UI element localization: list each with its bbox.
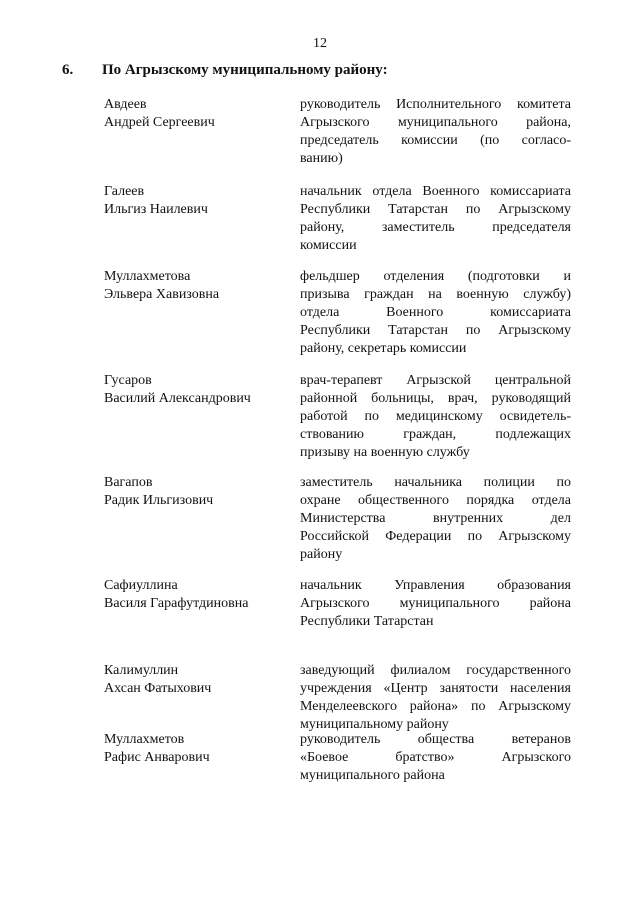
- member-role-line: руководитель Исполнительного комитета: [300, 97, 571, 112]
- member-role: [300, 731, 571, 785]
- member-role: [300, 96, 571, 168]
- member-role-line: муниципальному району: [300, 717, 449, 732]
- member-role: [300, 268, 571, 358]
- member-surname: Гусаров: [104, 373, 152, 388]
- member-surname: Вагапов: [104, 475, 153, 490]
- member-role-line: Республики Татарстан: [300, 614, 434, 629]
- member-name: [104, 731, 284, 767]
- member-role-line: Агрызского муниципального района: [300, 596, 571, 611]
- member-role-line: Агрызского муниципального района,: [300, 115, 571, 130]
- member-surname: Авдеев: [104, 97, 147, 112]
- member-surname: Сафиуллина: [104, 578, 178, 593]
- member-role-line: ванию): [300, 151, 343, 166]
- section-number: 6.: [62, 62, 74, 78]
- member-given-name: Эльвера Хавизовна: [104, 287, 220, 302]
- member-role-line: Министерства внутренних дел: [300, 511, 571, 526]
- member-role-line: Менделеевского района» по Агрызскому: [300, 699, 571, 714]
- member-given-name: Ильгиз Наилевич: [104, 202, 208, 217]
- member-role-line: руководитель общества ветеранов: [300, 732, 571, 747]
- member-role-line: Российской Федерации по Агрызскому: [300, 529, 571, 544]
- member-surname: Муллахметова: [104, 269, 191, 284]
- section-heading: По Агрызскому муниципальному району:: [102, 62, 388, 78]
- member-given-name: Ахсан Фатыхович: [104, 681, 212, 696]
- member-name: [104, 662, 284, 698]
- member-role-line: комиссии: [300, 238, 357, 253]
- member-role: [300, 474, 571, 564]
- member-role-line: врач-терапевт Агрызской центральной: [300, 373, 571, 388]
- member-role-line: Республики Татарстан по Агрызскому: [300, 202, 571, 217]
- member-surname: Галеев: [104, 184, 145, 199]
- member-given-name: Радик Ильгизович: [104, 493, 214, 508]
- member-name: [104, 577, 284, 613]
- member-role-line: учреждения «Центр занятости населения: [300, 681, 571, 696]
- member-name: [104, 183, 284, 219]
- member-given-name: Василя Гарафутдиновна: [104, 596, 249, 611]
- member-role-line: району, секретарь комиссии: [300, 341, 467, 356]
- member-role-line: начальник отдела Военного комиссариата: [300, 184, 571, 199]
- member-given-name: Василий Александрович: [104, 391, 251, 406]
- member-role-line: «Боевое братство» Агрызского: [300, 750, 571, 765]
- member-role-line: муниципального района: [300, 768, 445, 783]
- member-name: [104, 372, 284, 408]
- member-role-line: заведующий филиалом государственного: [300, 663, 571, 678]
- member-role-line: призыву на военную службу: [300, 445, 470, 460]
- member-name: [104, 474, 284, 510]
- member-role-line: району, заместитель председателя: [300, 220, 571, 235]
- member-role-line: фельдшер отделения (подготовки и: [300, 269, 571, 284]
- member-role-line: работой по медицинскому освидетель-: [300, 409, 571, 424]
- member-role-line: ствованию граждан, подлежащих: [300, 427, 571, 442]
- member-name: [104, 268, 284, 304]
- member-surname: Калимуллин: [104, 663, 179, 678]
- member-role-line: районной больницы, врач, руководящий: [300, 391, 571, 406]
- member-role: [300, 183, 571, 255]
- member-role-line: начальник Управления образования: [300, 578, 571, 593]
- member-role: [300, 372, 571, 462]
- member-role: [300, 662, 571, 734]
- section-title: [62, 62, 388, 79]
- page-number: 12: [313, 36, 327, 51]
- member-given-name: Рафис Анварович: [104, 750, 210, 765]
- member-role-line: заместитель начальника полиции по: [300, 475, 571, 490]
- member-role-line: отдела Военного комиссариата: [300, 305, 571, 320]
- member-role-line: Республики Татарстан по Агрызскому: [300, 323, 571, 338]
- member-name: [104, 96, 284, 132]
- member-role-line: охране общественного порядка отдела: [300, 493, 571, 508]
- member-role-line: призыва граждан на военную службу): [300, 287, 571, 302]
- member-role-line: председатель комиссии (по согласо-: [300, 133, 571, 148]
- member-role-line: району: [300, 547, 343, 562]
- member-surname: Муллахметов: [104, 732, 185, 747]
- member-role: [300, 577, 571, 631]
- member-given-name: Андрей Сергеевич: [104, 115, 215, 130]
